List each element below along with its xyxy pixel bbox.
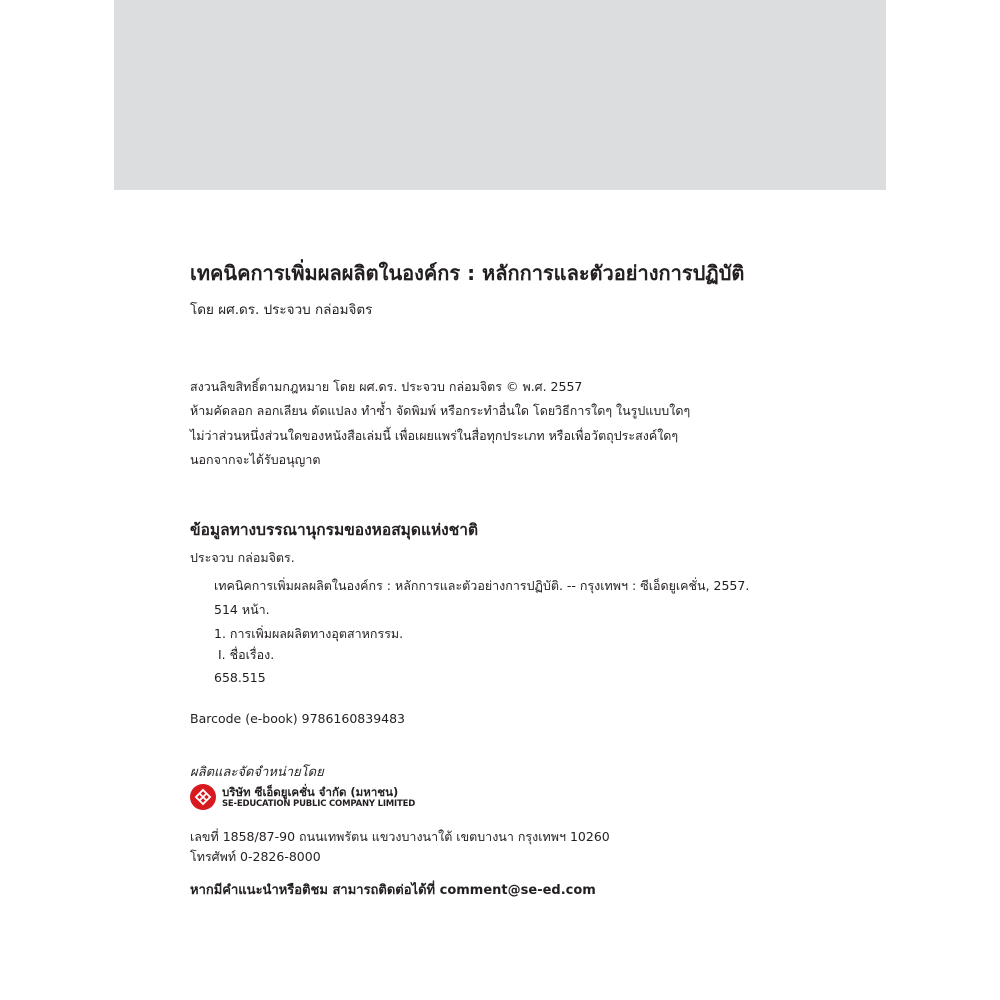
catalog-pages: 514 หน้า. [214,602,270,617]
copyright-line: ไม่ว่าส่วนหนึ่งส่วนใดของหนังสือเล่มนี้ เพื่อเผยแพร่ในสื่อทุกประเภท หรือเพื่อวัตถุประสงค์ใดๆ [190,428,679,443]
publisher-name-english: SE-EDUCATION PUBLIC COMPANY LIMITED [222,799,416,809]
author-line: โดย ผศ.ดร. ประจวบ กล่อมจิตร [190,302,373,318]
catalog-title-entry: เทคนิคการเพิ่มผลผลิตในองค์กร : หลักการและตัวอย่างการปฏิบัติ. -- กรุงเทพฯ : ซีเอ็ดยูเคชั่น, 2557. [214,578,750,593]
publisher-address: เลขที่ 1858/87-90 ถนนเทพรัตน แขวงบางนาใต้ เขตบางนา กรุงเทพฯ 10260 [190,829,610,844]
catalog-classification: 658.515 [214,670,266,685]
se-ed-logo-icon [190,784,216,810]
contact-line: หากมีคำแนะนำหรือติชม สามารถติดต่อได้ที่ comment@se-ed.com [190,883,596,898]
publisher-phone: โทรศัพท์ 0-2826-8000 [190,849,321,864]
copyright-line: ห้ามคัดลอก ลอกเลียน ดัดแปลง ทำซ้ำ จัดพิมพ์ หรือกระทำอื่นใด โดยวิธีการใดๆ ในรูปแบบใดๆ [190,403,691,418]
copyright-line: สงวนลิขสิทธิ์ตามกฎหมาย โดย ผศ.ดร. ประจวบ กล่อมจิตร © พ.ศ. 2557 [190,379,583,394]
cover-placeholder-band [114,0,886,190]
barcode-line: Barcode (e-book) 9786160839483 [190,711,406,726]
book-title: เทคนิคการเพิ่มผลผลิตในองค์กร : หลักการและตัวอย่างการปฏิบัติ [190,261,745,285]
catalog-author: ประจวบ กล่อมจิตร. [190,550,295,565]
catalog-heading: ข้อมูลทางบรรณานุกรมของหอสมุดแห่งชาติ [190,521,479,539]
publisher-name-thai: บริษัท ซีเอ็ดยูเคชั่น จำกัด (มหาชน) [222,785,399,799]
catalog-title-heading: I. ชื่อเรื่อง. [218,647,275,662]
copyright-line: นอกจากจะได้รับอนุญาต [190,452,321,467]
catalog-subject: 1. การเพิ่มผลผลิตทางอุตสาหกรรม. [214,626,404,641]
publisher-label: ผลิตและจัดจำหน่ายโดย [190,765,324,780]
